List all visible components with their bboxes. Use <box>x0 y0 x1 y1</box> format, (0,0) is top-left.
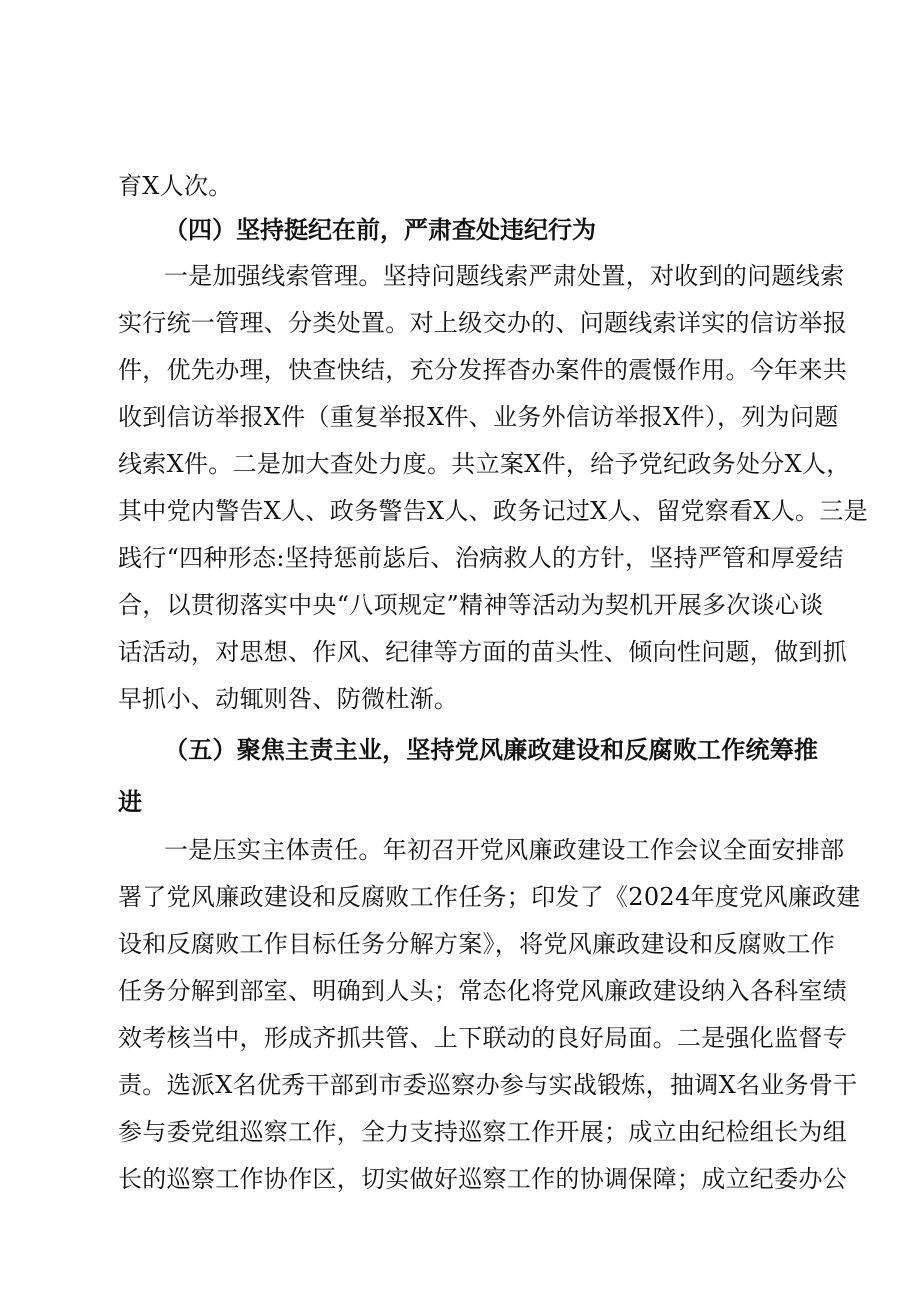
paragraph-line: 合，以贯彻落实中央“八项规定”精神等活动为契机开展多次谈心谈 <box>118 591 824 619</box>
paragraph-line: 践行“四种形态:坚持惩前毖后、治病救人的方针，坚持严管和厚爱结 <box>118 544 844 572</box>
paragraph-line: 设和反腐败工作目标任务分解方案》，将党风廉政建设和反腐败工作 <box>118 930 835 958</box>
paragraph-line: 效考核当中，形成齐抓共管、上下联动的良好局面。二是强化监督专 <box>118 1024 847 1052</box>
paragraph-line: 实行统一管理、分类处置。对上级交办的、问题线索详实的信访举报 <box>118 309 847 337</box>
paragraph-line: 参与委党组巡察工作，全力支持巡察工作开展；成立由纪检组长为组 <box>118 1118 847 1146</box>
paragraph-line: 其中党内警告X人、政务警告X人、政务记过X人、留党察看X人。三是 <box>118 497 868 525</box>
paragraph-line: 责。选派X名优秀干部到市委巡察办参与实战锻炼，抽调X名业务骨干 <box>118 1071 858 1099</box>
paragraph-line: 线索X件。二是加大查处力度。共立案X件，给予党纪政务处分X人， <box>118 450 851 478</box>
paragraph-line: 件，优先办理，快查快结，充分发挥杳办案件的震慑作用。今年来共 <box>118 356 847 384</box>
paragraph-line: 话活动，对思想、作风、纪律等方面的苗头性、倾向性问题，做到抓 <box>118 638 847 666</box>
section-heading-5-continued: 进 <box>118 788 142 816</box>
paragraph-line: 任务分解到部室、明确到人头；常态化将党风廉政建设纳入各科室绩 <box>118 977 847 1005</box>
paragraph-line: 一是压实主体责任。年初召开党风廉政建设工作会议全面安排部 <box>164 836 845 864</box>
paragraph-line: 一是加强线索管理。坚持问题线索严肃处置，对收到的问题线索 <box>164 262 845 290</box>
paragraph-line: 收到信访举报X件（重复举报X件、业务外信访举报X件），列为问题 <box>118 403 839 431</box>
paragraph-line: 育X人次。 <box>118 172 233 200</box>
paragraph-line: 长的巡察工作协作区，切实做好巡察工作的协调保障；成立纪委办公 <box>118 1165 847 1193</box>
paragraph-line: 早抓小、动辄则咎、防微杜渐。 <box>118 685 459 713</box>
section-heading-4: （四）坚持挺纪在前，严肃查处违纪行为 <box>164 216 596 244</box>
section-heading-5: （五）聚焦主责主业，坚持党风廉政建设和反腐败工作统筹推 <box>164 736 818 764</box>
paragraph-line: 署了党风廉政建设和反腐败工作任务；印发了《2024年度党风廉政建 <box>118 883 861 911</box>
